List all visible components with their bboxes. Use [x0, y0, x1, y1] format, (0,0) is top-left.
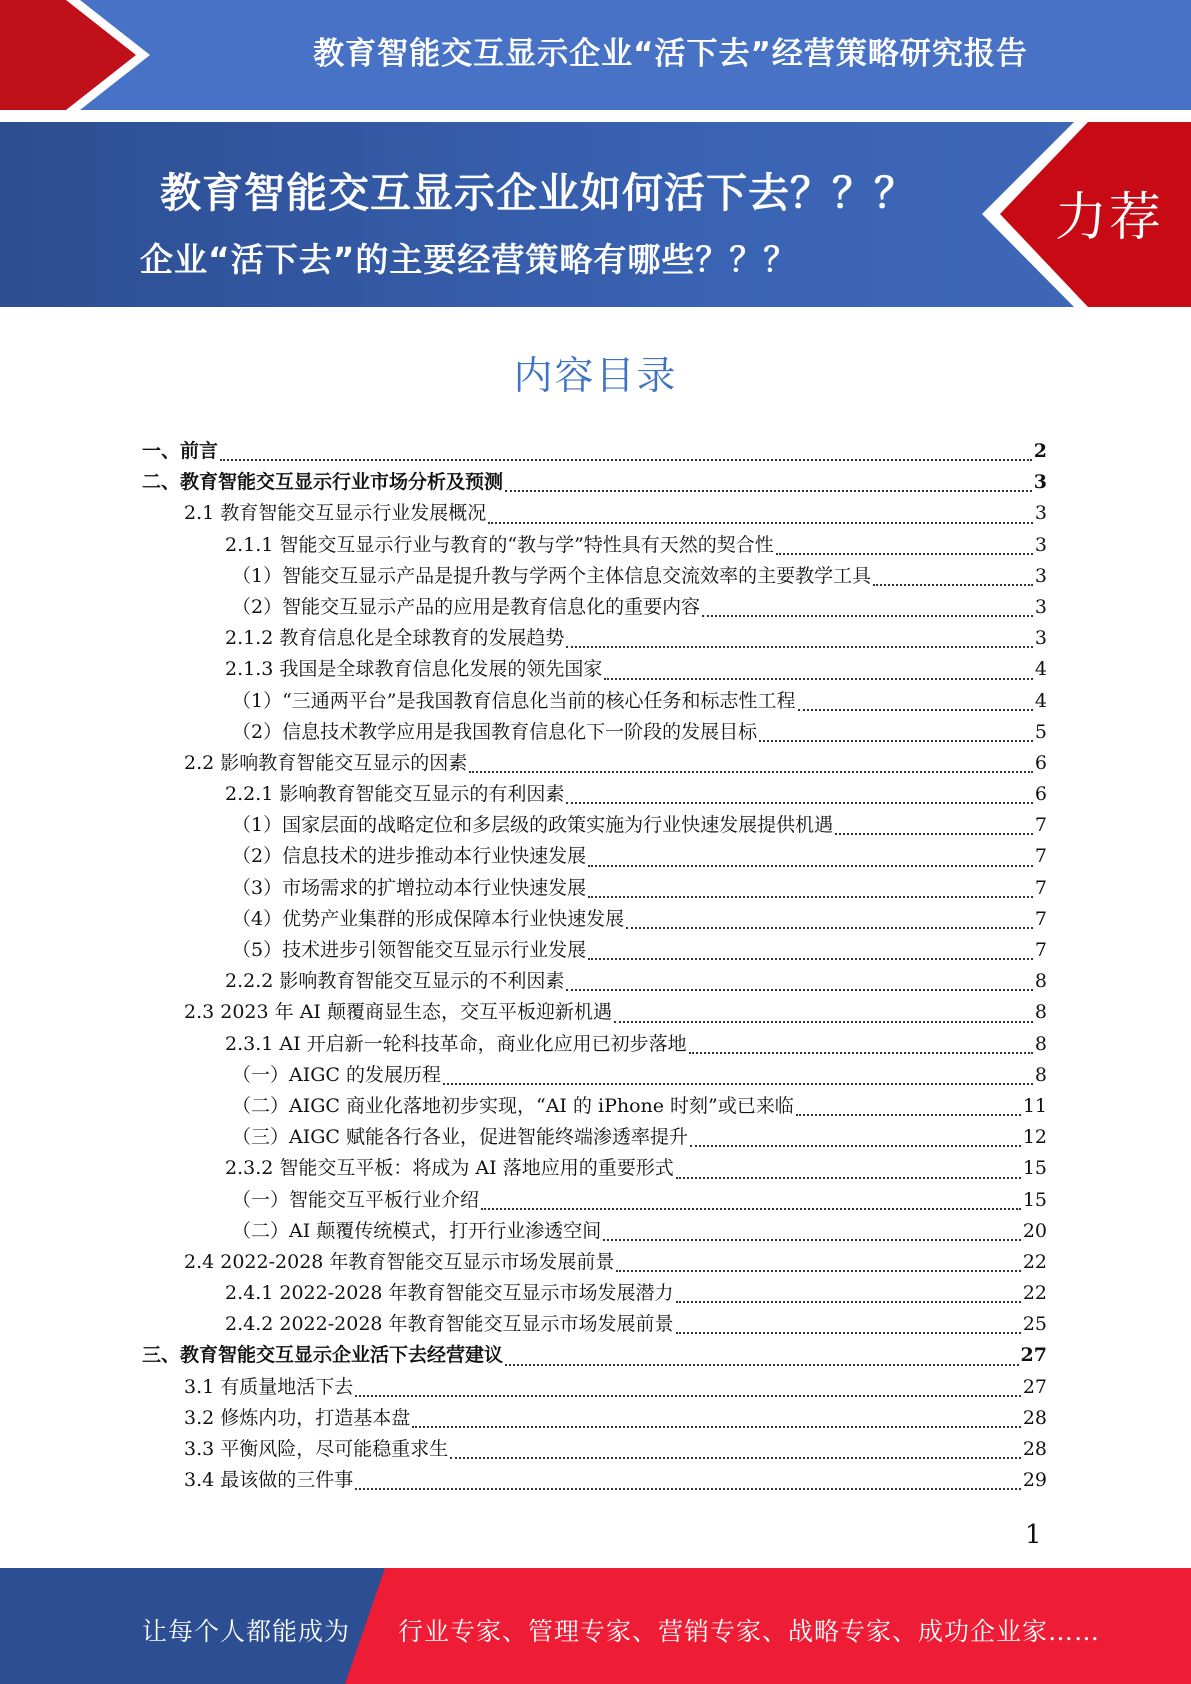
- toc-entry[interactable]: [142, 841, 1047, 872]
- toc-entry-page: 6: [1034, 751, 1047, 774]
- toc-entry[interactable]: [142, 966, 1047, 997]
- toc-entry-label: 2.3.2 智能交互平板：将成为 AI 落地应用的重要形式: [225, 1157, 674, 1180]
- toc-entry-label: （二）AI 颠覆传统模式，打开行业渗透空间: [232, 1219, 602, 1242]
- toc-entry[interactable]: [142, 1153, 1047, 1184]
- toc-entry[interactable]: [142, 1309, 1047, 1340]
- toc-entry-page: 22: [1022, 1250, 1047, 1273]
- toc-entry-label: 2.1.1 智能交互显示行业与教育的“教与学”特性具有天然的契合性: [225, 533, 774, 556]
- toc-leader-dots: [689, 1052, 1033, 1054]
- toc-entry-label: 2.2.1 影响教育智能交互显示的有利因素: [225, 783, 565, 806]
- toc-entry[interactable]: [142, 1403, 1047, 1434]
- toc-leader-dots: [676, 1177, 1021, 1179]
- toc-entry-page: 22: [1022, 1282, 1047, 1305]
- toc-entry-label: 2.3 2023 年 AI 颠覆商显生态，交互平板迎新机遇: [184, 1001, 612, 1024]
- footer-slogan-left: 让每个人都能成为: [142, 1617, 351, 1646]
- toc-entry[interactable]: [142, 935, 1047, 966]
- toc-leader-dots: [796, 1114, 1021, 1116]
- toc-leader-dots: [443, 1083, 1033, 1085]
- toc-entry-label: （5）技术进步引领智能交互显示行业发展: [232, 939, 587, 961]
- hero-question-1: 教育智能交互显示企业如何活下去？？？: [160, 169, 916, 217]
- toc-entry-label: （2）信息技术的进步推动本行业快速发展: [232, 845, 587, 868]
- toc-entry[interactable]: [142, 1216, 1047, 1247]
- toc-entry-label: （一）AIGC 的发展历程: [232, 1063, 441, 1086]
- toc-entry-label: 3.3 平衡风险，尽可能稳重求生: [184, 1438, 449, 1460]
- toc-entry-label: 2.4.1 2022-2028 年教育智能交互显示市场发展潜力: [225, 1282, 674, 1305]
- toc-entry-label: 2.4 2022-2028 年教育智能交互显示市场发展前景: [184, 1250, 615, 1273]
- toc-entry-label: （4）优势产业集群的形成保障本行业快速发展: [232, 907, 625, 930]
- toc-entry-page: 7: [1034, 814, 1047, 837]
- toc-entry-page: 27: [1022, 1375, 1047, 1398]
- hero-question-2: 企业“活下去”的主要经营策略有哪些？？？: [140, 240, 798, 279]
- toc-leader-dots: [588, 896, 1033, 898]
- toc-leader-dots: [604, 678, 1033, 680]
- toc-leader-dots: [566, 989, 1033, 991]
- toc-leader-dots: [566, 802, 1033, 804]
- toc-entry[interactable]: [142, 1465, 1047, 1496]
- toc-entry-label: 三、教育智能交互显示企业活下去经营建议: [142, 1344, 504, 1367]
- toc-leader-dots: [588, 865, 1033, 867]
- toc-leader-dots: [355, 1395, 1021, 1397]
- toc-entry-page: 4: [1034, 689, 1047, 712]
- toc-leader-dots: [450, 1457, 1021, 1459]
- toc-entry-label: （1）“三通两平台”是我国教育信息化当前的核心任务和标志性工程: [232, 689, 796, 712]
- toc-entry[interactable]: [142, 779, 1047, 810]
- toc-leader-dots: [835, 833, 1033, 835]
- toc-entry[interactable]: [142, 904, 1047, 935]
- toc-entry-page: 3: [1034, 595, 1047, 618]
- toc-entry-page: 4: [1034, 658, 1047, 681]
- toc-entry[interactable]: [142, 561, 1047, 592]
- toc-entry-page: 8: [1034, 1032, 1047, 1055]
- toc-entry-page: 8: [1034, 970, 1047, 993]
- toc-entry-page: 3: [1034, 627, 1047, 650]
- toc-leader-dots: [566, 646, 1033, 648]
- toc-entry-page: 6: [1034, 783, 1047, 806]
- toc-entry[interactable]: [142, 1091, 1047, 1122]
- toc-leader-dots: [676, 1332, 1021, 1334]
- toc-leader-dots: [690, 1145, 1021, 1147]
- toc-entry[interactable]: [142, 623, 1047, 654]
- toc-entry-page: 28: [1022, 1438, 1047, 1460]
- toc-entry-page: 28: [1022, 1406, 1047, 1429]
- toc-entry-label: 2.2.2 影响教育智能交互显示的不利因素: [225, 970, 565, 993]
- toc-leader-dots: [676, 1301, 1021, 1303]
- toc-entry[interactable]: [142, 873, 1047, 904]
- toc-leader-dots: [469, 771, 1033, 773]
- toc-entry[interactable]: [142, 467, 1047, 498]
- toc-leader-dots: [614, 1021, 1033, 1023]
- toc-entry-label: （3）市场需求的扩增拉动本行业快速发展: [232, 876, 587, 899]
- toc-entry-page: 11: [1022, 1094, 1047, 1117]
- toc-entry[interactable]: [142, 592, 1047, 623]
- toc-entry-label: 一、前言: [142, 440, 219, 462]
- toc-entry-page: 27: [1020, 1344, 1047, 1367]
- toc-entry-page: 29: [1022, 1469, 1047, 1492]
- toc-entry-label: 2.2 影响教育智能交互显示的因素: [184, 751, 468, 774]
- toc-entry[interactable]: [142, 1340, 1047, 1371]
- toc-entry-page: 12: [1022, 1126, 1047, 1149]
- toc-entry[interactable]: [142, 530, 1047, 561]
- toc-entry[interactable]: [142, 1060, 1047, 1091]
- toc-entry-page: 15: [1022, 1157, 1047, 1180]
- toc-leader-dots: [412, 1426, 1021, 1428]
- toc-entry[interactable]: [142, 1247, 1047, 1278]
- toc-entry[interactable]: [142, 686, 1047, 717]
- toc-entry[interactable]: [142, 1122, 1047, 1153]
- toc-entry[interactable]: [142, 498, 1047, 529]
- toc-entry[interactable]: [142, 1185, 1047, 1216]
- toc-entry-page: 3: [1034, 533, 1047, 556]
- toc-leader-dots: [759, 740, 1033, 742]
- toc-leader-dots: [626, 927, 1033, 929]
- toc-entry[interactable]: [142, 997, 1047, 1028]
- footer-slogan-right: 行业专家、管理专家、营销专家、战略专家、成功企业家……: [398, 1617, 1101, 1646]
- toc-entry-label: （1）国家层面的战略定位和多层级的政策实施为行业快速发展提供机遇: [232, 814, 834, 837]
- toc-leader-dots: [776, 553, 1033, 555]
- toc-leader-dots: [873, 584, 1033, 586]
- toc-leader-dots: [220, 459, 1032, 461]
- toc-entry-page: 3: [1034, 564, 1047, 587]
- toc-entry[interactable]: [142, 810, 1047, 841]
- toc-entry[interactable]: [142, 654, 1047, 685]
- toc-entry-page: 7: [1034, 876, 1047, 899]
- toc-entry-page: 8: [1034, 1001, 1047, 1024]
- toc-entry-page: 15: [1022, 1188, 1047, 1211]
- toc-entry-label: 2.1.3 我国是全球教育信息化发展的领先国家: [225, 658, 603, 681]
- toc-entry-page: 20: [1022, 1219, 1047, 1242]
- toc-entry-label: （二）AIGC 商业化落地初步实现，“AI 的 iPhone 时刻”或已来临: [232, 1094, 794, 1117]
- toc-entry-page: 8: [1034, 1063, 1047, 1086]
- table-of-contents: [142, 436, 1047, 1496]
- toc-entry-label: 2.1.2 教育信息化是全球教育的发展趋势: [225, 627, 565, 650]
- toc-entry-label: 3.4 最该做的三件事: [184, 1469, 354, 1492]
- page-number: 1: [1025, 1520, 1042, 1550]
- toc-entry-page: 2: [1033, 440, 1047, 462]
- toc-entry-label: 2.4.2 2022-2028 年教育智能交互显示市场发展前景: [225, 1313, 674, 1336]
- toc-entry[interactable]: [142, 1434, 1047, 1465]
- toc-leader-dots: [603, 1239, 1021, 1241]
- toc-entry[interactable]: [142, 1372, 1047, 1403]
- toc-entry-label: （2）智能交互显示产品的应用是教育信息化的重要内容: [232, 595, 701, 618]
- toc-entry-label: 2.1 教育智能交互显示行业发展概况: [184, 502, 487, 525]
- toc-leader-dots: [588, 958, 1033, 960]
- recommend-badge-label: 力荐: [1055, 188, 1164, 248]
- toc-entry-label: 3.2 修炼内功，打造基本盘: [184, 1406, 411, 1429]
- toc-entry-page: 3: [1034, 502, 1047, 525]
- toc-leader-dots: [702, 615, 1033, 617]
- toc-leader-dots: [505, 490, 1032, 492]
- toc-entry-page: 7: [1034, 845, 1047, 868]
- toc-entry[interactable]: [142, 1029, 1047, 1060]
- toc-leader-dots: [355, 1488, 1021, 1490]
- divider: [0, 110, 1191, 122]
- toc-entry-page: 5: [1034, 720, 1047, 743]
- toc-entry-label: （一）智能交互平板行业介绍: [232, 1188, 480, 1211]
- toc-entry-label: （三）AIGC 赋能各行各业，促进智能终端渗透率提升: [232, 1126, 688, 1149]
- toc-leader-dots: [798, 709, 1033, 711]
- toc-entry[interactable]: [142, 1278, 1047, 1309]
- toc-leader-dots: [488, 522, 1033, 524]
- toc-leader-dots: [481, 1208, 1021, 1210]
- toc-entry-label: （2）信息技术教学应用是我国教育信息化下一阶段的发展目标: [232, 720, 758, 743]
- toc-entry-page: 7: [1034, 907, 1047, 930]
- toc-entry-label: 二、教育智能交互显示行业市场分析及预测: [142, 471, 504, 494]
- toc-entry-page: 25: [1022, 1313, 1047, 1336]
- report-title: 教育智能交互显示企业“活下去”经营策略研究报告: [313, 35, 1028, 72]
- toc-entry[interactable]: [142, 436, 1047, 467]
- toc-entry-page: 3: [1033, 471, 1047, 494]
- toc-entry-label: 3.1 有质量地活下去: [184, 1375, 354, 1398]
- toc-entry[interactable]: [142, 717, 1047, 748]
- toc-entry-label: 2.3.1 AI 开启新一轮科技革命，商业化应用已初步落地: [225, 1032, 687, 1055]
- toc-leader-dots: [616, 1270, 1020, 1272]
- toc-leader-dots: [505, 1364, 1019, 1366]
- toc-entry[interactable]: [142, 748, 1047, 779]
- toc-title: 内容目录: [513, 354, 678, 399]
- toc-entry-page: 7: [1034, 939, 1047, 961]
- toc-entry-label: （1）智能交互显示产品是提升教与学两个主体信息交流效率的主要教学工具: [232, 564, 872, 587]
